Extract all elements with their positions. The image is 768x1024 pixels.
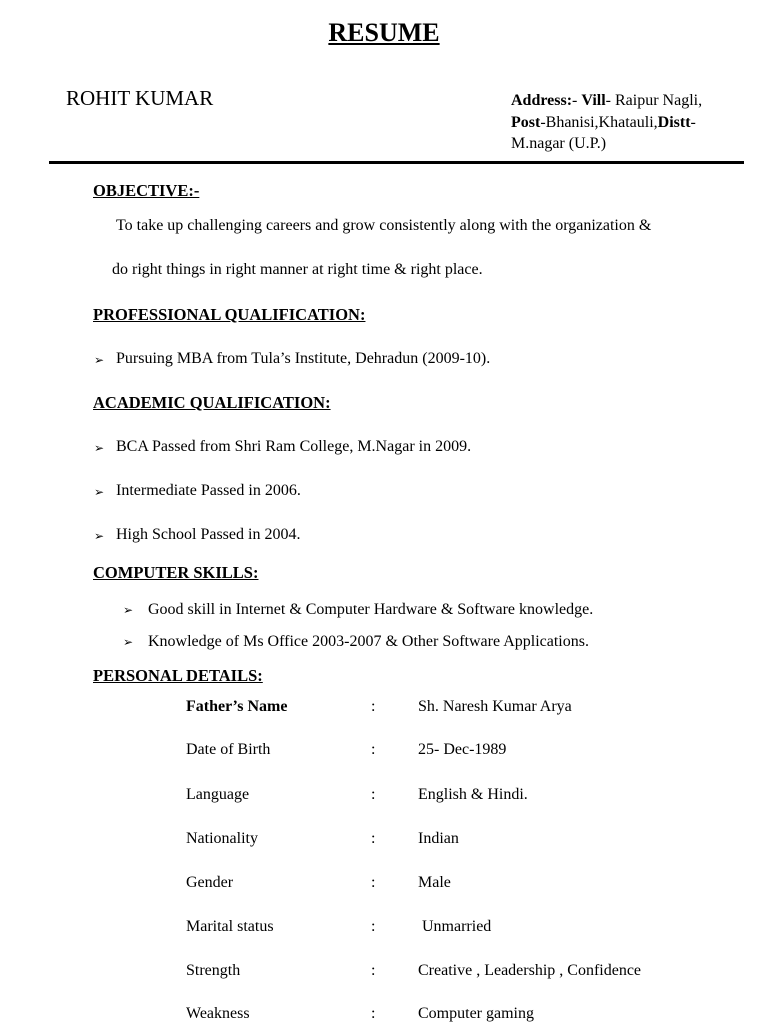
pd-colon: : [371, 830, 376, 847]
address-sep: - [572, 92, 582, 109]
pd-value-marital-status: Unmarried [422, 918, 492, 935]
pd-value-gender: Male [418, 874, 451, 891]
bullet-arrow-icon: ➢ [123, 635, 134, 649]
post-label: Post [511, 113, 541, 131]
academic-item: Intermediate Passed in 2006. [116, 482, 301, 499]
pd-colon: : [371, 698, 376, 715]
computer-item: Knowledge of Ms Office 2003-2007 & Other Software Applications. [148, 633, 589, 650]
computer-heading: COMPUTER SKILLS: [93, 563, 259, 582]
pd-colon: : [371, 1005, 376, 1022]
bullet-arrow-icon: ➢ [94, 529, 105, 543]
address-line-3: M.nagar (U.P.) [511, 135, 607, 152]
objective-heading: OBJECTIVE:- [93, 181, 200, 200]
bullet-arrow-icon: ➢ [94, 441, 105, 455]
address-label: Address: [511, 92, 573, 109]
pd-label-gender: Gender [186, 874, 234, 891]
address-line-2 [511, 112, 702, 134]
address-line-1 [511, 90, 702, 112]
objective-line-2: do right things in right manner at right time & right place. [112, 261, 483, 278]
academic-heading: ACADEMIC QUALIFICATION: [93, 393, 331, 412]
pd-colon: : [371, 786, 376, 803]
computer-item: Good skill in Internet & Computer Hardware & Software knowledge. [148, 601, 594, 618]
distt-value: - [690, 113, 696, 131]
pd-colon: : [371, 874, 376, 891]
pd-value-fathers-name: Sh. Naresh Kumar Arya [418, 698, 572, 715]
objective-line-1: To take up challenging careers and grow consistently along with the organization & [116, 217, 652, 234]
distt-label: Distt [657, 113, 691, 131]
pd-value-dob: 25- Dec-1989 [418, 741, 507, 758]
personal-heading: PERSONAL DETAILS: [93, 666, 263, 685]
bullet-arrow-icon: ➢ [123, 603, 134, 617]
pd-colon: : [371, 962, 376, 979]
address-block [511, 90, 702, 155]
academic-item: BCA Passed from Shri Ram College, M.Nagar in 2009. [116, 438, 472, 455]
post-value: -Bhanisi,Khatauli, [540, 113, 658, 131]
pd-value-weakness: Computer gaming [418, 1005, 534, 1022]
bullet-arrow-icon: ➢ [94, 353, 105, 367]
pd-label-weakness: Weakness [186, 1005, 250, 1022]
vill-value: - Raipur Nagli, [605, 92, 703, 109]
pd-value-language: English & Hindi. [418, 786, 528, 803]
pd-value-nationality: Indian [418, 830, 459, 847]
header-divider [49, 161, 744, 164]
pd-label-strength: Strength [186, 962, 241, 979]
pd-colon: : [371, 918, 376, 935]
bullet-arrow-icon: ➢ [94, 485, 105, 499]
professional-heading: PROFESSIONAL QUALIFICATION: [93, 305, 366, 324]
professional-item: Pursuing MBA from Tula’s Institute, Dehradun (2009-10). [116, 350, 491, 367]
pd-label-fathers-name: Father’s Name [186, 698, 288, 715]
vill-label: Vill [581, 92, 606, 109]
candidate-name: ROHIT KUMAR [66, 86, 214, 110]
pd-label-dob: Date of Birth [186, 741, 271, 758]
pd-label-nationality: Nationality [186, 830, 258, 847]
pd-value-strength: Creative , Leadership , Confidence [418, 962, 642, 979]
pd-label-language: Language [186, 786, 250, 803]
academic-item: High School Passed in 2004. [116, 526, 301, 543]
pd-colon: : [371, 741, 376, 758]
pd-label-marital-status: Marital status [186, 918, 274, 935]
resume-title: RESUME [328, 18, 440, 47]
